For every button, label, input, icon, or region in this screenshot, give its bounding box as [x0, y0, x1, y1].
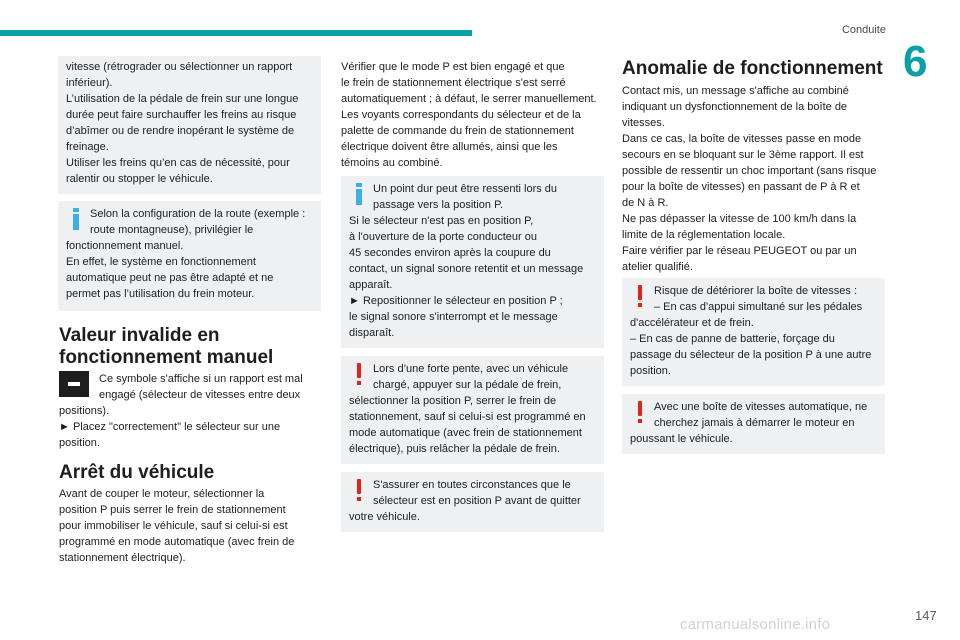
watermark: carmanualsonline.info	[680, 616, 831, 633]
warning-text-push-start: Avec une boîte de vitesses automatique, ne cherchez jamais à démarrer le moteur en poussant le véhicule.	[630, 401, 868, 445]
warning-text-gearbox-damage: Risque de détériorer la boîte de vitesses : – En cas d'appui simultané sur les pédales d'accélérateur et de frein. – En cas de panne de batterie, forçage du passage du sélecteur de la position P à une autre position.	[630, 285, 872, 377]
heading-malfunction: Anomalie de fonctionnement	[622, 58, 883, 79]
info-text-park-position: Un point dur peut être ressenti lors du passage vers la position P. Si le sélecteur n'est pas en position P, à l'ouverture de la porte conducteur ou 45 secondes environ après la coupure du contact, un signal sonore retentit et un message apparaît. ► Repositionner le sélecteur en position P ; le signal sonore s'interrompt et le message disparaît.	[349, 183, 584, 339]
symbol-description: Ce symbole s'affiche si un rapport est mal engagé (sélecteur de vitesses entre deux positions). ► Placez "correctement" le sélecteur sur une position.	[59, 373, 303, 449]
note-text-braking: vitesse (rétrograder ou sélectionner un rapport inférieur). L’utilisation de la pédale de frein sur une longue durée peut faire surchauffer les freins au risque d’abîmer ou de rendre inopérant le système de freinage. Utiliser les freins qu’en cas de nécessité, pour ralentir ou stopper le véhicule.	[66, 61, 299, 185]
section-title: Conduite	[841, 24, 886, 36]
park-check-text: Vérifier que le mode P est bien engagé et que le frein de stationnement électrique s'est serré automatiquement ; à défaut, le serrer manuellement. Les voyants correspondants du sélecteur et de la palette de commande du frein de stationnement électrique doivent être allumés, ainsi que les témoins au combiné.	[341, 61, 597, 169]
warning-text-leave-vehicle: S'assurer en toutes circonstances que le sélecteur est en position P avant de quitter votre véhicule.	[349, 479, 581, 523]
heading-vehicle-stop: Arrêt du véhicule	[59, 462, 215, 483]
vehicle-stop-text: Avant de couper le moteur, sélectionner la position P puis serrer le frein de stationnement pour immobiliser le véhicule, sauf si celui-si est programmé en mode automatique (avec frein de stationnement électrique).	[59, 488, 295, 564]
chapter-number: 6	[903, 37, 928, 86]
malfunction-text: Contact mis, un message s'affiche au combiné indiquant un dysfonctionnement de la boîte de vitesses. Dans ce cas, la boîte de vitesses passe en mode secours en se bloquant sur le 3ème rapport. Il est possible de ressentir un choc important (sans risque pour la boîte de vitesses) en passant de P à R et de N à R. Ne pas dépasser la vitesse de 100 km/h dans la limite de la réglementation locale. Faire vérifier par le réseau PEUGEOT ou par un atelier qualifié.	[622, 85, 877, 273]
header-accent-bar	[0, 30, 472, 36]
heading-invalid-value: Valeur invalide en fonctionnement manuel	[59, 325, 274, 368]
page-number: 147	[915, 608, 937, 623]
warning-text-slope: Lors d’une forte pente, avec un véhicule chargé, appuyer sur la pédale de frein, sélectionner la position P, serrer le frein de stationnement, sauf si celui-si est programmé en mode automatique (avec frein de stationnement électrique), puis relâcher la pédale de frein.	[349, 363, 586, 455]
info-text-manual-mode: Selon la configuration de la route (exemple : route montagneuse), privilégier le fonctionnement manuel. En effet, le système en fonctionnement automatique peut ne pas être adapté et ne permet pas l’utilisation du frein moteur.	[66, 208, 306, 300]
